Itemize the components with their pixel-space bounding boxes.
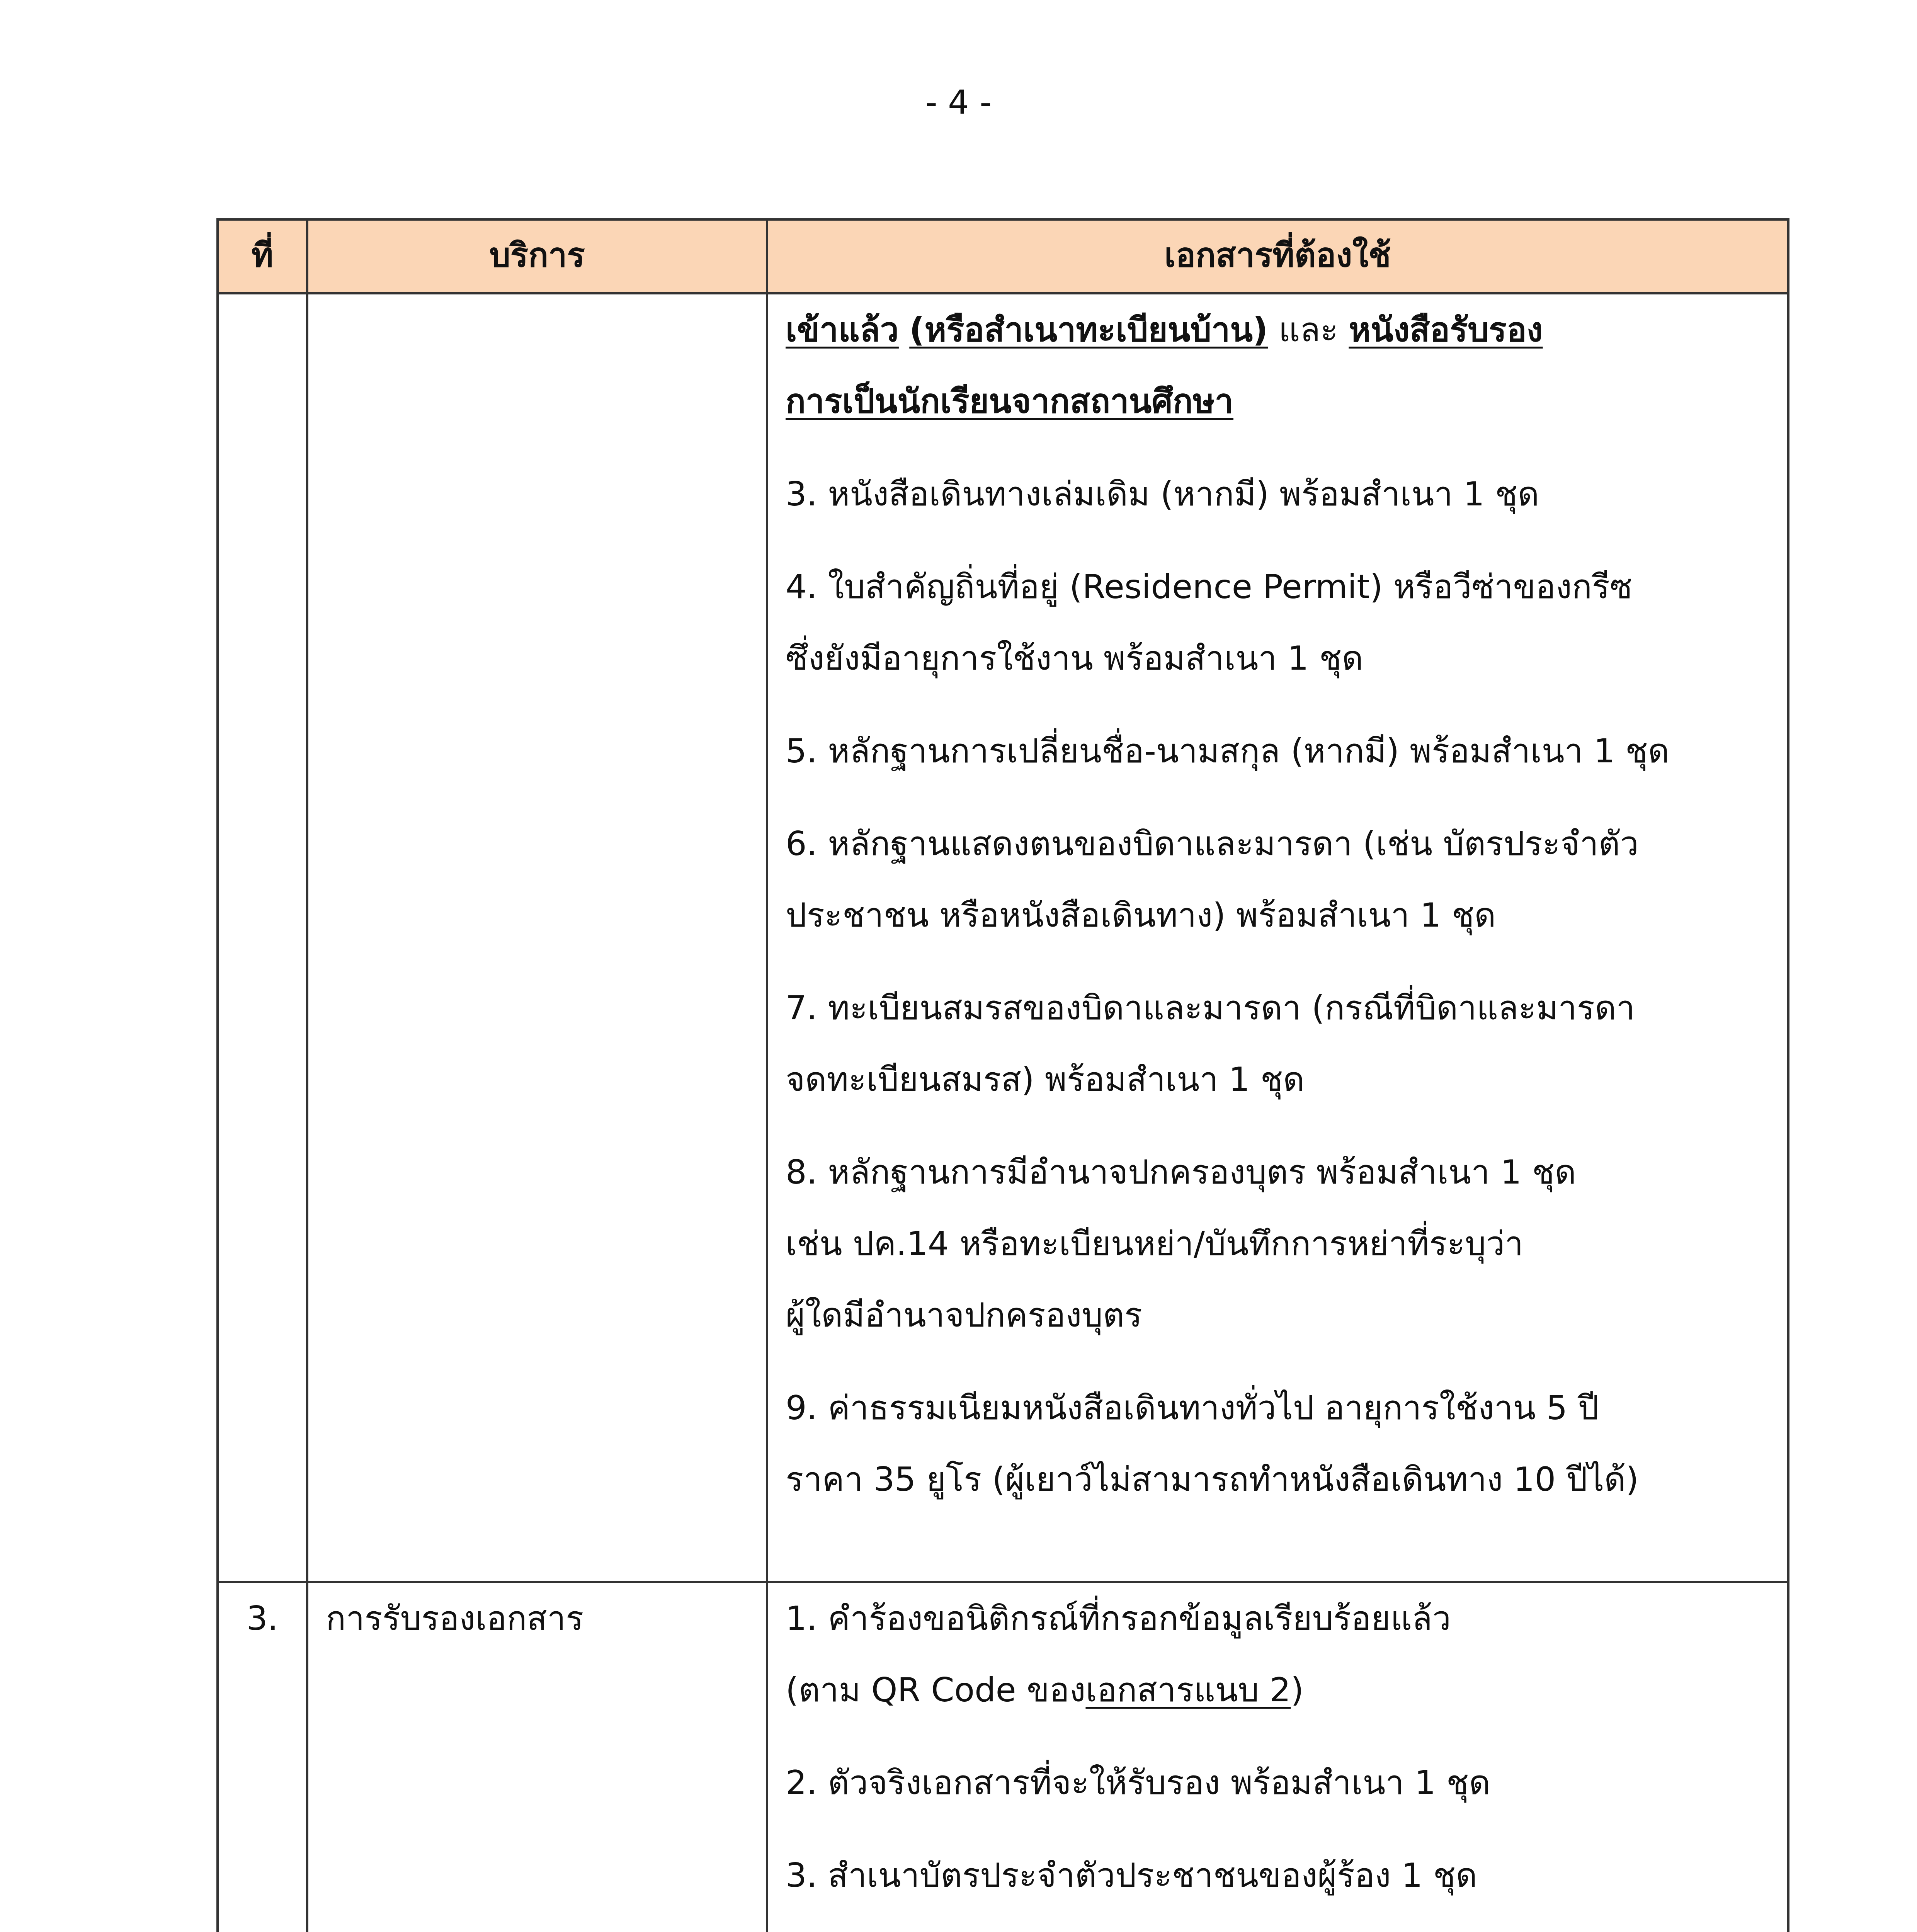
document-item [786,1747,1779,1819]
row-documents [767,1582,1788,1932]
document-item-text: ซึ่งยังมีอายุการใช้งาน พร้อมสำเนา 1 ชุด [786,639,1364,678]
row-number: 3. [218,1582,307,1932]
text-emphasis: การเป็นนักเรียนจากสถานศึกษา [786,382,1233,421]
document-item-text: ผู้ใดมีอำนาจปกครองบุตร [786,1296,1142,1335]
page-number: - 4 - [925,83,992,122]
attachment-reference: เอกสารแนบ 2 [1085,1671,1291,1709]
header-service: บริการ [307,219,767,293]
document-item-text: ประชาชน หรือหนังสือเดินทาง) พร้อมสำเนา 1 ชุด [786,896,1496,935]
document-item-text: 8. หลักฐานการมีอำนาจปกครองบุตร พร้อมสำเนา 1 ชุด [786,1153,1577,1192]
document-item-text: 2. ตัวจริงเอกสารที่จะให้รับรอง พร้อมสำเนา 1 ชุด [786,1764,1491,1802]
document-item [786,459,1779,530]
document-item [786,716,1779,787]
document-item-text: 3. หนังสือเดินทางเล่มเดิม (หากมี) พร้อมสำเนา 1 ชุด [786,475,1539,514]
header-documents: เอกสารที่ต้องใช้ [767,219,1788,293]
row-documents [767,293,1788,1582]
document-item [786,1372,1779,1515]
text-fragment: (ตาม QR Code ของ [786,1671,1086,1709]
document-item-text: ราคา 35 ยูโร (ผู้เยาว์ไม่สามารถทำหนังสือเดินทาง 10 ปีได้) [786,1460,1639,1499]
document-item-text: 6. หลักฐานแสดงตนของบิดาและมารดา (เช่น บัตรประจำตัว [786,825,1639,863]
text-fragment: และ [1278,311,1339,349]
row-service [307,293,767,1582]
document-item-text: 9. ค่าธรรมเนียมหนังสือเดินทางทั่วไป อายุการใช้งาน 5 ปี [786,1389,1599,1427]
document-item [786,551,1779,694]
text-emphasis: หนังสือรับรอง [1349,311,1543,349]
row-service: การรับรองเอกสาร [307,1582,767,1932]
text-fragment: ) [1291,1671,1304,1709]
text-emphasis: เข้าแล้ว [786,311,899,349]
document-item-text: จดทะเบียนสมรส) พร้อมสำเนา 1 ชุด [786,1060,1305,1099]
document-item [786,808,1779,951]
table-row [218,293,1788,1582]
row-number [218,293,307,1582]
document-item-text: 5. หลักฐานการเปลี่ยนชื่อ-นามสกุล (หากมี) พร้อมสำเนา 1 ชุด [786,732,1670,770]
document-item-text: เช่น ปค.14 หรือทะเบียนหย่า/บันทึกการหย่าที่ระบุว่า [786,1225,1524,1263]
header-no: ที่ [218,219,307,293]
document-item-text: 3. สำเนาบัตรประจำตัวประชาชนของผู้ร้อง 1 ชุด [786,1856,1478,1895]
document-item-text: 1. คำร้องขอนิติกรณ์ที่กรอกข้อมูลเรียบร้อยแล้ว [786,1599,1451,1638]
table-header-row [218,219,1788,293]
text-emphasis: (หรือสำเนาทะเบียนบ้าน) [909,311,1268,349]
document-item-text: 4. ใบสำคัญถิ่นที่อยู่ (Residence Permit) หรือวีซ่าของกรีซ [786,568,1633,606]
document-item [786,973,1779,1116]
document-item [786,1583,1779,1726]
document-item-text: 7. ทะเบียนสมรสของบิดาและมารดา (กรณีที่บิดาและมารดา [786,989,1635,1027]
document-item [786,294,1779,437]
document-item [786,1137,1779,1351]
requirements-table [216,218,1789,1932]
document-item [786,1840,1779,1912]
table-row [218,1582,1788,1932]
